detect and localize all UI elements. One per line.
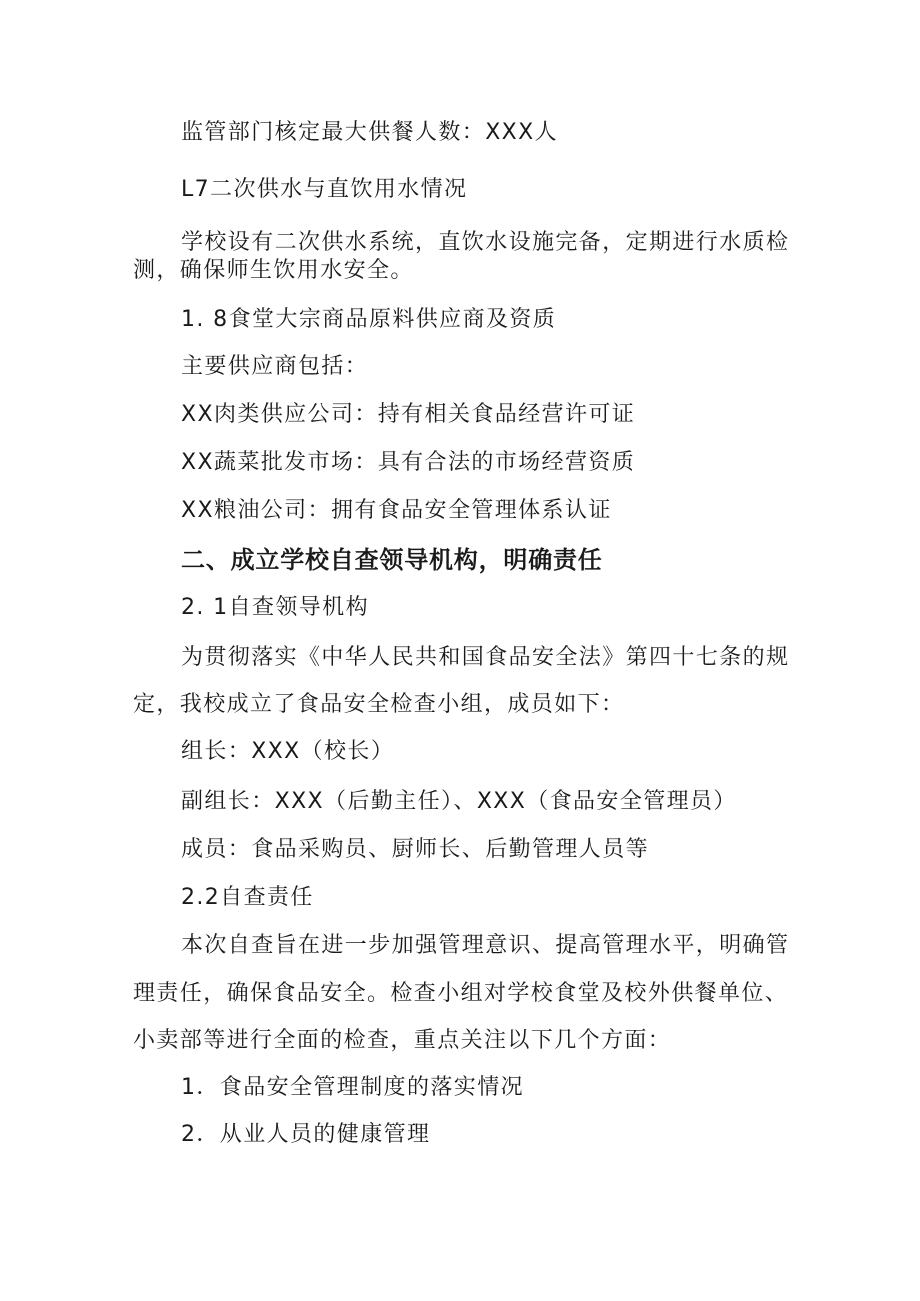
section-1-7-title: L7二次供水与直饮用水情况 (181, 177, 468, 202)
chapter-2-heading: 二、成立学校自查领导机构，明确责任 (181, 546, 603, 574)
supply-capacity-line: 监管部门核定最大供餐人数：XXX人 (181, 120, 559, 145)
suppliers-intro: 主要供应商包括： (181, 354, 369, 379)
focus-item: 1．食品安全管理制度的落实情况 (181, 1075, 524, 1100)
member-deputy-leaders: 副组长：XXX（后勤主任）、XXX（食品安全管理员） (181, 789, 737, 814)
focus-item: 2．从业人员的健康管理 (181, 1122, 431, 1147)
section-2-2-body-line: 小卖部等进行全面的检查，重点关注以下几个方面： (133, 1028, 672, 1053)
supplier-item: XX蔬菜批发市场：具有合法的市场经营资质 (181, 450, 636, 475)
member-others: 成员：食品采购员、厨师长、后勤管理人员等 (181, 837, 650, 862)
section-2-1-body-line: 定，我校成立了食品安全检查小组，成员如下： (133, 692, 625, 717)
section-2-2-body-line: 理责任，确保食品安全。检查小组对学校食堂及校外供餐单位、 (133, 981, 789, 1006)
section-1-7-body-line: 学校设有二次供水系统，直饮水设施完备，定期进行水质检 (181, 230, 790, 255)
section-1-7-body-line: 测，确保师生饮用水安全。 (133, 258, 414, 283)
section-2-2-body-line: 本次自查旨在进一步加强管理意识、提高管理水平，明确管 (181, 933, 790, 958)
section-2-1-title: 2. 1自查领导机构 (181, 595, 369, 620)
section-1-8-title: 1. 8食堂大宗商品原料供应商及资质 (181, 307, 557, 332)
section-2-2-title: 2.2自查责任 (181, 885, 314, 910)
section-2-1-body-line: 为贯彻落实《中华人民共和国食品安全法》第四十七条的规 (181, 645, 790, 670)
supplier-item: XX肉类供应公司：持有相关食品经营许可证 (181, 402, 636, 427)
member-leader: 组长：XXX（校长） (181, 739, 395, 764)
supplier-item: XX粮油公司：拥有食品安全管理体系认证 (181, 498, 612, 523)
